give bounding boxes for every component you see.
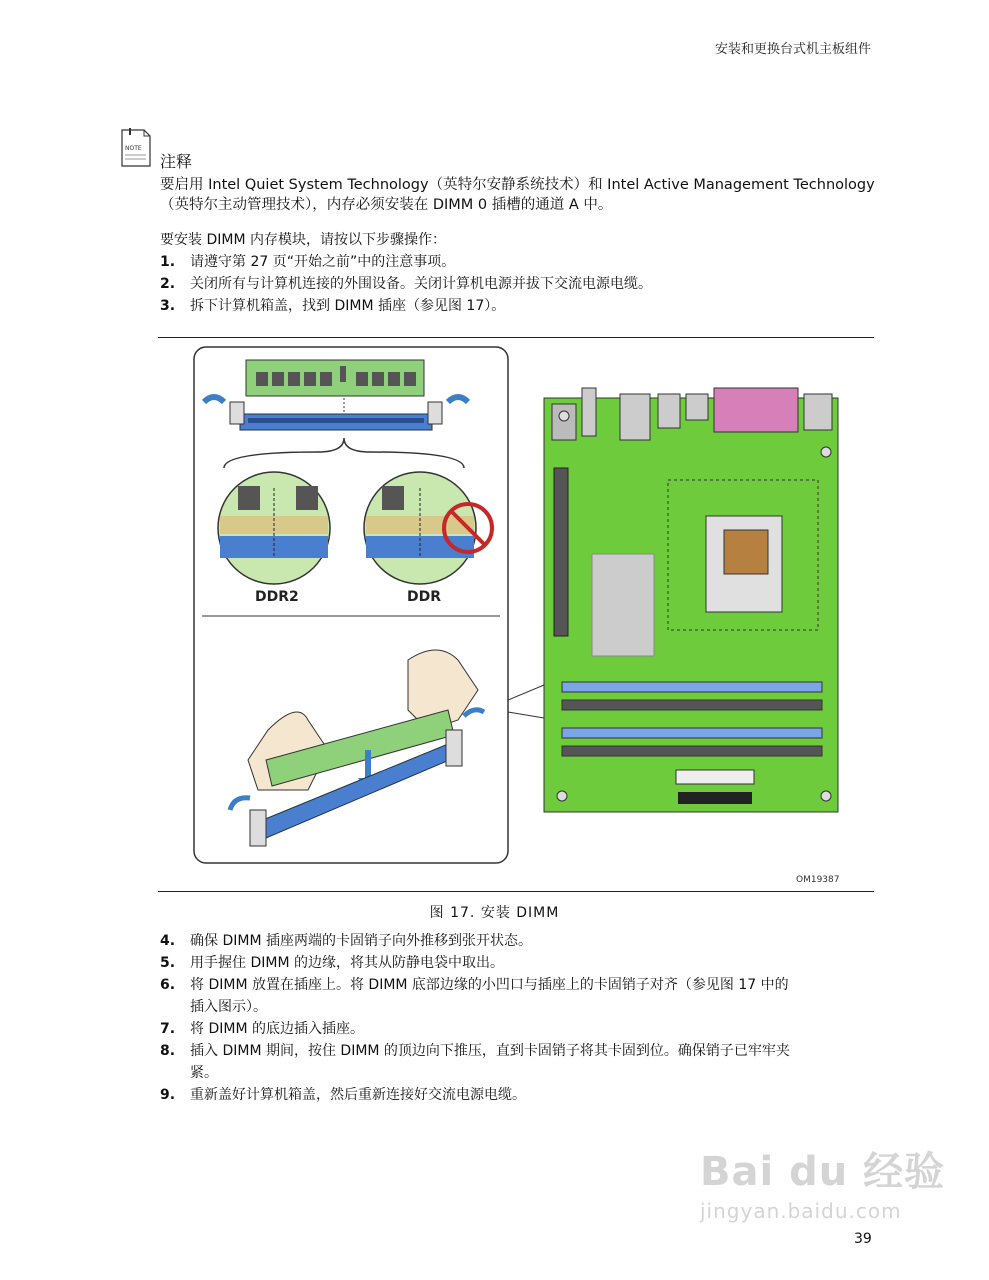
list-item: 3. 拆下计算机箱盖，找到 DIMM 插座（参见图 17）。	[160, 298, 506, 314]
figure-bottom-rule	[158, 891, 874, 892]
list-item: 2. 关闭所有与计算机连接的外围设备。关闭计算机电源并拔下交流电源电缆。	[160, 276, 652, 292]
figure-caption: 图 17. 安装 DIMM	[429, 905, 560, 921]
steps-list-before	[160, 251, 860, 317]
label-ddr2: DDR2	[255, 589, 299, 605]
page-number: 39	[854, 1231, 872, 1247]
intro-text: 要安装 DIMM 内存模块，请按以下步骤操作：	[160, 232, 446, 248]
label-ddr: DDR	[407, 589, 442, 605]
list-item: 6. 将 DIMM 放置在插座上。将 DIMM 底部边缘的小凹口与插座上的卡固销子对齐（参见图 17 中的插入图示）。	[160, 977, 789, 1015]
list-item: 5. 用手握住 DIMM 的边缘，将其从防静电袋中取出。	[160, 955, 504, 971]
note-icon-label: NOTE	[125, 145, 142, 152]
note-text: 要启用 Intel Quiet System Technology（英特尔安静系统技术）和 Intel Active Management Technology（英特尔主动管理技术），内存必须安装在 DIMM 0 插槽的通道 A 中。	[160, 177, 875, 213]
note-icon	[116, 126, 154, 170]
page-header: 安装和更换台式机主板组件	[714, 42, 871, 57]
list-item: 1. 请遵守第 27 页“开始之前”中的注意事项。	[160, 254, 456, 270]
figure-top-rule	[158, 337, 874, 338]
baidu-watermark: Bai du 经验 jingyan.baidu.com	[700, 1149, 946, 1223]
list-item: 8. 插入 DIMM 期间，按住 DIMM 的顶边向下推压，直到卡固销子将其卡固到位。确保销子已牢牢夹紧。	[160, 1043, 790, 1081]
steps-list-after	[160, 930, 800, 1106]
note-title: 注释	[160, 152, 193, 171]
figure-code: OM19387	[796, 875, 840, 885]
dimm-install-figure	[158, 340, 874, 888]
list-item: 4. 确保 DIMM 插座两端的卡固销子向外推移到张开状态。	[160, 933, 532, 949]
list-item: 7. 将 DIMM 的底边插入插座。	[160, 1021, 364, 1037]
list-item: 9. 重新盖好计算机箱盖，然后重新连接好交流电源电缆。	[160, 1087, 526, 1103]
